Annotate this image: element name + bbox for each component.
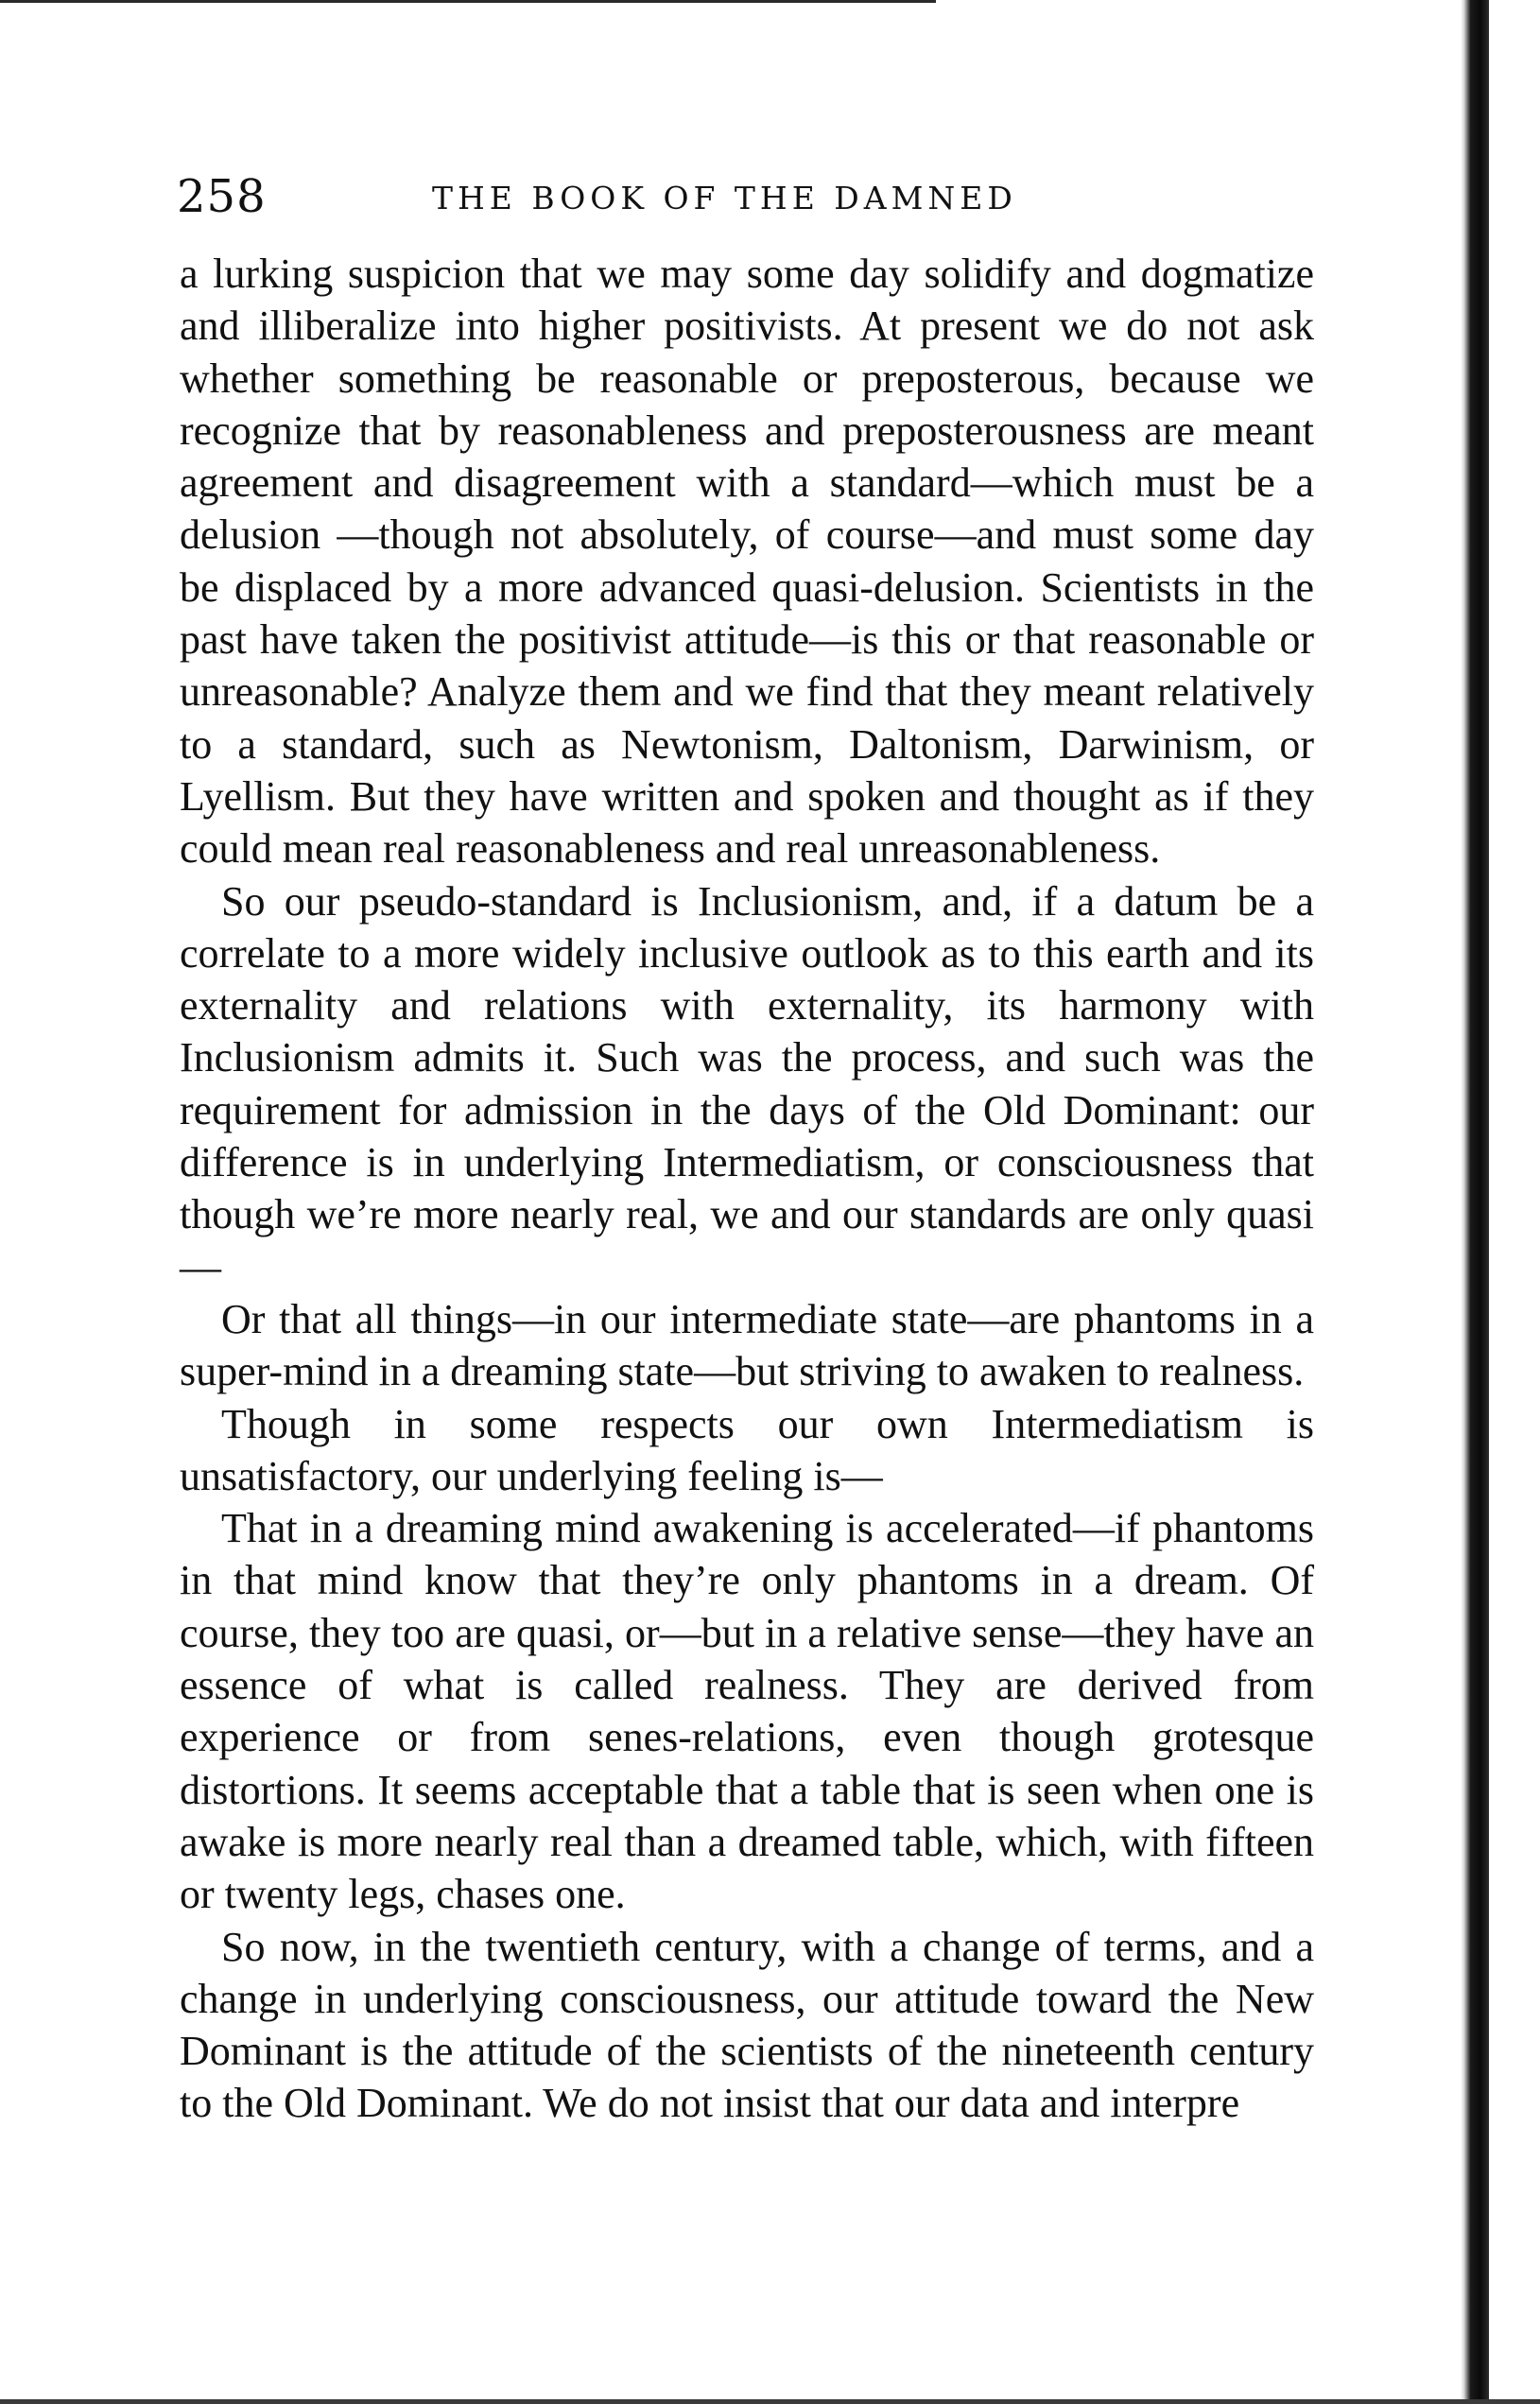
page-header (177, 170, 1325, 236)
page-margin-right (1489, 0, 1540, 2404)
paragraph: Or that all things—in our intermediate state—are phantoms in a super-mind in a dreaming state—but striving to awaken to realness. (180, 1295, 1314, 1395)
paragraph: Though in some respects our own Intermediatism is unsatisfactory, our underlying feeling is— (180, 1400, 1314, 1499)
paragraph: So now, in the twentieth century, with a change of terms, and a change in underlying consciousness, our attitude toward the New Dominant is the attitude of the scientists of the nineteenth century to the Old Dominant. We do not insist that our data and interpre (180, 1923, 1314, 2127)
paragraph: a lurking suspicion that we may some day solidify and dogmatize and illiberalize into higher positivists. At present we do not ask whether something be reasonable or preposterous, because we recognize that by reasonableness and preposterousness are meant agreement and disagreement with a standard—which must be a delusion —though not absolutely, of course—and must some day be displaced by a more advanced quasi-delusion. Scientists in the past have taken the positivist attitude—is this or that reasonable or unreasonable? Analyze them and we find that they meant relatively to a standard, such as Newtonism, Daltonism, Darwinism, or Lyellism. But they have written and spoken and thought as if they could mean real reasonableness and real unreasonableness. (180, 251, 1314, 873)
paragraph: So our pseudo-standard is Inclusionism, and, if a datum be a correlate to a more widely inclusive outlook as to this earth and its externality and relations with externality, its harmony with Inclusionism admits it. Such was the process, and such was the requirement for admission in the days of the Old Dominant: our difference is in underlying Intermediatism, or consciousness that though we’re more nearly real, we and our standards are only quasi— (180, 877, 1314, 1290)
running-title: THE BOOK OF THE DAMNED (432, 180, 1017, 216)
scan-top-edge (0, 0, 936, 3)
page-number: 258 (177, 170, 267, 223)
scan-bottom-edge (0, 2399, 1540, 2404)
paragraph: That in a dreaming mind awakening is accelerated—if phantoms in that mind know that they’re only phantoms in a dream. Of course, they too are quasi, or—but in a relative sense—they have an essence of what is called realness. They are derived from experience or from senes-relations, even though grotesque distortions. It seems acceptable that a table that is seen when one is awake is more nearly real than a dreamed table, which, with fifteen or twenty legs, chases one. (180, 1505, 1314, 1918)
body-text (180, 248, 1314, 2130)
book-binding-shadow (1461, 0, 1489, 2404)
